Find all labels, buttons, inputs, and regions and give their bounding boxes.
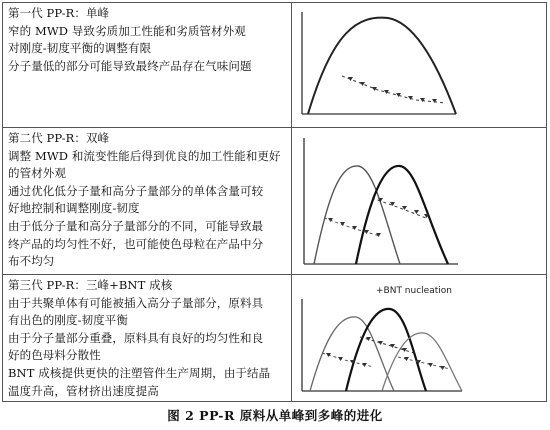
row-line: 好地控制和调整刚度-韧度 (8, 201, 140, 216)
comonomer-markers (326, 337, 445, 370)
row-line: 调整 MWD 和流变性能后得到优良的加工性能和更好 (8, 148, 281, 163)
marker-triangle (440, 366, 445, 370)
bnt-nucleation-label: +BNT nucleation (376, 286, 452, 296)
marker-triangle (362, 363, 367, 367)
marker-triangle (384, 90, 389, 94)
unimodal-curve-plot (298, 10, 458, 118)
row-line: 由于分子量部分重叠，原料具有良好的均匀性和良 (8, 330, 264, 345)
row-heading: 第三代 PP-R：三峰+BNT 成核 (8, 278, 173, 292)
bimodal-curve-plot (300, 136, 460, 268)
row-line: 分子量低的部分可能导致最终产品存在气味问题 (8, 58, 252, 73)
row-line: 终产品的均匀性不好，也可能使色母粒在产品中分 (8, 236, 264, 251)
row-line: 好的色母料分散性 (8, 348, 101, 363)
row-second-generation (3, 128, 546, 275)
peak-curve-1 (310, 317, 394, 391)
row-line: 通过优化低分子量和高分子量部分的单体含量可较 (8, 183, 264, 198)
row-text (3, 3, 292, 127)
marker-triangle (340, 222, 345, 226)
plot-cell (292, 128, 546, 274)
marker-triangle (338, 357, 343, 361)
row-line: 有出色的刚度-韧度平衡 (8, 313, 128, 328)
marker-triangle (360, 82, 365, 86)
row-line: 的管材外观 (8, 166, 66, 181)
comonomer-markers (328, 198, 429, 237)
row-first-generation (3, 3, 546, 128)
marker-triangle (428, 363, 433, 367)
row-line: 对刚度-韧度平衡的调整有限 (8, 41, 152, 56)
evolution-table (2, 2, 547, 402)
row-line: 由于低分子量和高分子量部分的不同，可能导致最 (8, 218, 264, 233)
row-line: 由于共聚单体有可能被插入高分子量部分，原料具 (8, 295, 264, 310)
row-heading: 第一代 PP-R：单峰 (8, 6, 110, 20)
marker-triangle (414, 210, 419, 214)
plot-cell (292, 3, 546, 127)
comonomer-trend-1 (342, 76, 446, 103)
comonomer-trend-1 (324, 218, 380, 236)
marker-triangle (326, 353, 331, 357)
marker-triangle (378, 341, 383, 345)
row-third-generation (3, 275, 546, 401)
comonomer-markers (348, 77, 437, 103)
marker-triangle (390, 202, 395, 206)
plot-cell (292, 275, 546, 401)
row-line: 窄的 MWD 导致劣质加工性能和劣质管材外观 (8, 23, 246, 38)
row-line: 温度升高，管材挤出速度提高 (8, 383, 159, 398)
row-heading: 第二代 PP-R：双峰 (8, 131, 110, 145)
row-text (3, 128, 292, 274)
row-text (3, 275, 292, 401)
peak-curve-1 (314, 166, 400, 264)
peak-curve-2 (356, 166, 448, 264)
row-line: 布不均匀 (8, 254, 55, 269)
comonomer-trend-1 (322, 353, 374, 367)
trimodal-curve-plot (298, 281, 468, 395)
marker-triangle (420, 98, 425, 102)
row-line: BNT 成核提供更快的注塑管件生产周期，由于结晶 (8, 365, 271, 380)
figure-caption: 图 2 PP-R 原料从单峰到多峰的进化 (167, 408, 383, 423)
